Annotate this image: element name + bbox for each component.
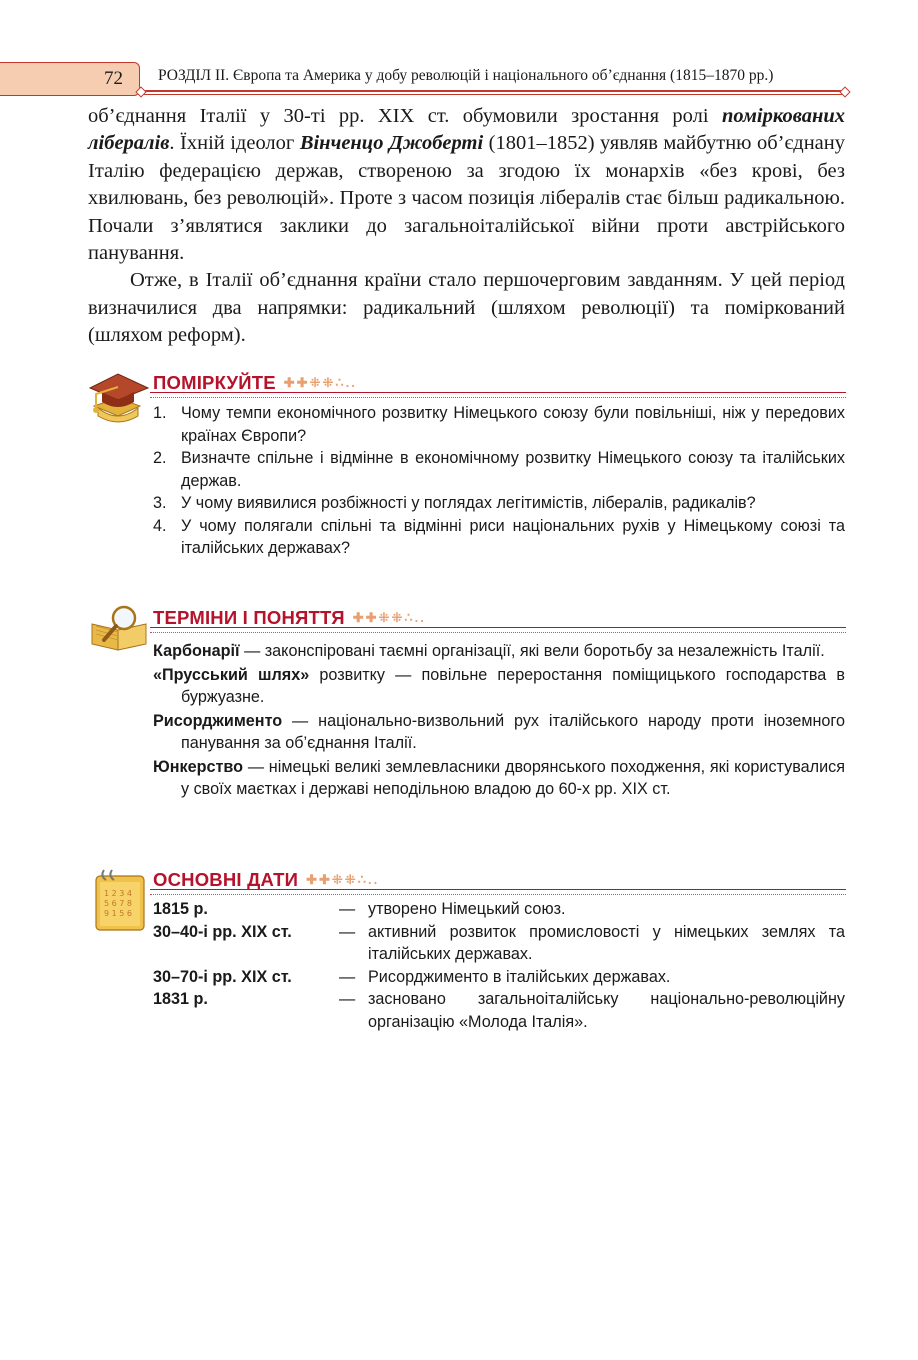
paragraph-2: Отже, в Італії об’єднання країни стало першочерговим завданням. У цей період визначилися два напрямки: радикальний (шляхом революції) та поміркований (шляхом реформ). [88, 269, 845, 347]
header-rule-thin [140, 94, 848, 95]
question-item: 4. У чому полягали спільні та відмінні риси національних рухів у Німецькому союзі та італійських державах? [153, 516, 845, 557]
term-item: Карбонарії — законспіровані таємні організації, які вели боротьбу за незалежність Італії. [153, 642, 825, 660]
book-magnifier-icon [90, 604, 150, 652]
term-item: Юнкерство — німецькі великі землевласники дворянського походження, які користувалися у своїх маєтках і державі неподільною владою до 60-х рр. XIX ст. [153, 757, 845, 798]
heading-ornament: ✚✚⁜⁜∴.. [283, 375, 357, 390]
graduation-cap-icon [88, 368, 150, 426]
dates-section-title: ОСНОВНІ ДАТИ ✚✚⁜⁜∴.. [153, 869, 380, 890]
svg-text:1 2 3 4: 1 2 3 4 [104, 889, 132, 898]
running-header: РОЗДІЛ II. Європа та Америка у добу революцій і національного об’єднання (1815–1870 рр.) [158, 67, 774, 84]
dates-section-rule [150, 889, 846, 895]
body-text [88, 103, 845, 350]
date-row: 30–70-і рр. XIX ст. — Рисорджименто в італійських державах. [153, 967, 671, 986]
think-section-title: ПОМІРКУЙТЕ ✚✚⁜⁜∴.. [153, 372, 357, 393]
question-item: 1. Чому темпи економічного розвитку Німецького союзу були повільніші, ніж у передових країнах Європи? [153, 404, 845, 445]
heading-ornament: ✚✚⁜⁜∴.. [306, 872, 380, 887]
question-item: 3. У чому виявилися розбіжності у поглядах легітимістів, лібералів, радикалів? [153, 494, 756, 512]
think-section-rule [150, 392, 846, 398]
page-number: 72 [104, 68, 123, 89]
terms-section-rule [150, 627, 846, 633]
question-item: 2. Визначте спільне і відмінне в економічному розвитку Німецького союзу та італійських держав. [153, 449, 845, 490]
date-row: 1831 р. — засновано загальноіталійську національно-революційну організацію «Молода Італія». [153, 990, 845, 1031]
header-rule [140, 90, 848, 92]
calendar-icon [90, 868, 148, 934]
paragraph-1: об’єднання Італії у 30-ті рр. XIX ст. обумовили зростання ролі поміркованих лібералів. Їхній ідеолог Вінченцо Джоберті (1801–1852) уявляв майбутню об’єднану Італію федерацією держав, створеною за згодою їх монархів «без крові, без хвилювань, без революцій». Проте з часом позиція лібералів стає більш радикальною. Почали з’являтися заклики до загальноіталійської війни проти австрійського панування. [88, 105, 845, 265]
date-row: 30–40-і рр. XIX ст. — активний розвиток промисловості у німецьких землях та італійських державах. [153, 922, 845, 963]
term-item: Рисорджименто — національно-визвольний рух італійського народу проти іноземного панування за об’єднання Італії. [153, 711, 845, 752]
terms-list [153, 640, 845, 802]
svg-text:5 6 7 8: 5 6 7 8 [104, 899, 132, 908]
header-ornament-right [839, 86, 850, 97]
dates-list [153, 898, 845, 1033]
terms-section-title: ТЕРМІНИ І ПОНЯТТЯ ✚✚⁜⁜∴.. [153, 607, 426, 628]
term-item: «Прусський шлях» розвитку — повільне переростання поміщицького господарства в буржуазне. [153, 665, 845, 706]
svg-text:9 1 5 6: 9 1 5 6 [104, 909, 132, 918]
think-questions [153, 402, 845, 560]
date-row: 1815 р. — утворено Німецький союз. [153, 900, 566, 918]
heading-ornament: ✚✚⁜⁜∴.. [352, 610, 426, 625]
